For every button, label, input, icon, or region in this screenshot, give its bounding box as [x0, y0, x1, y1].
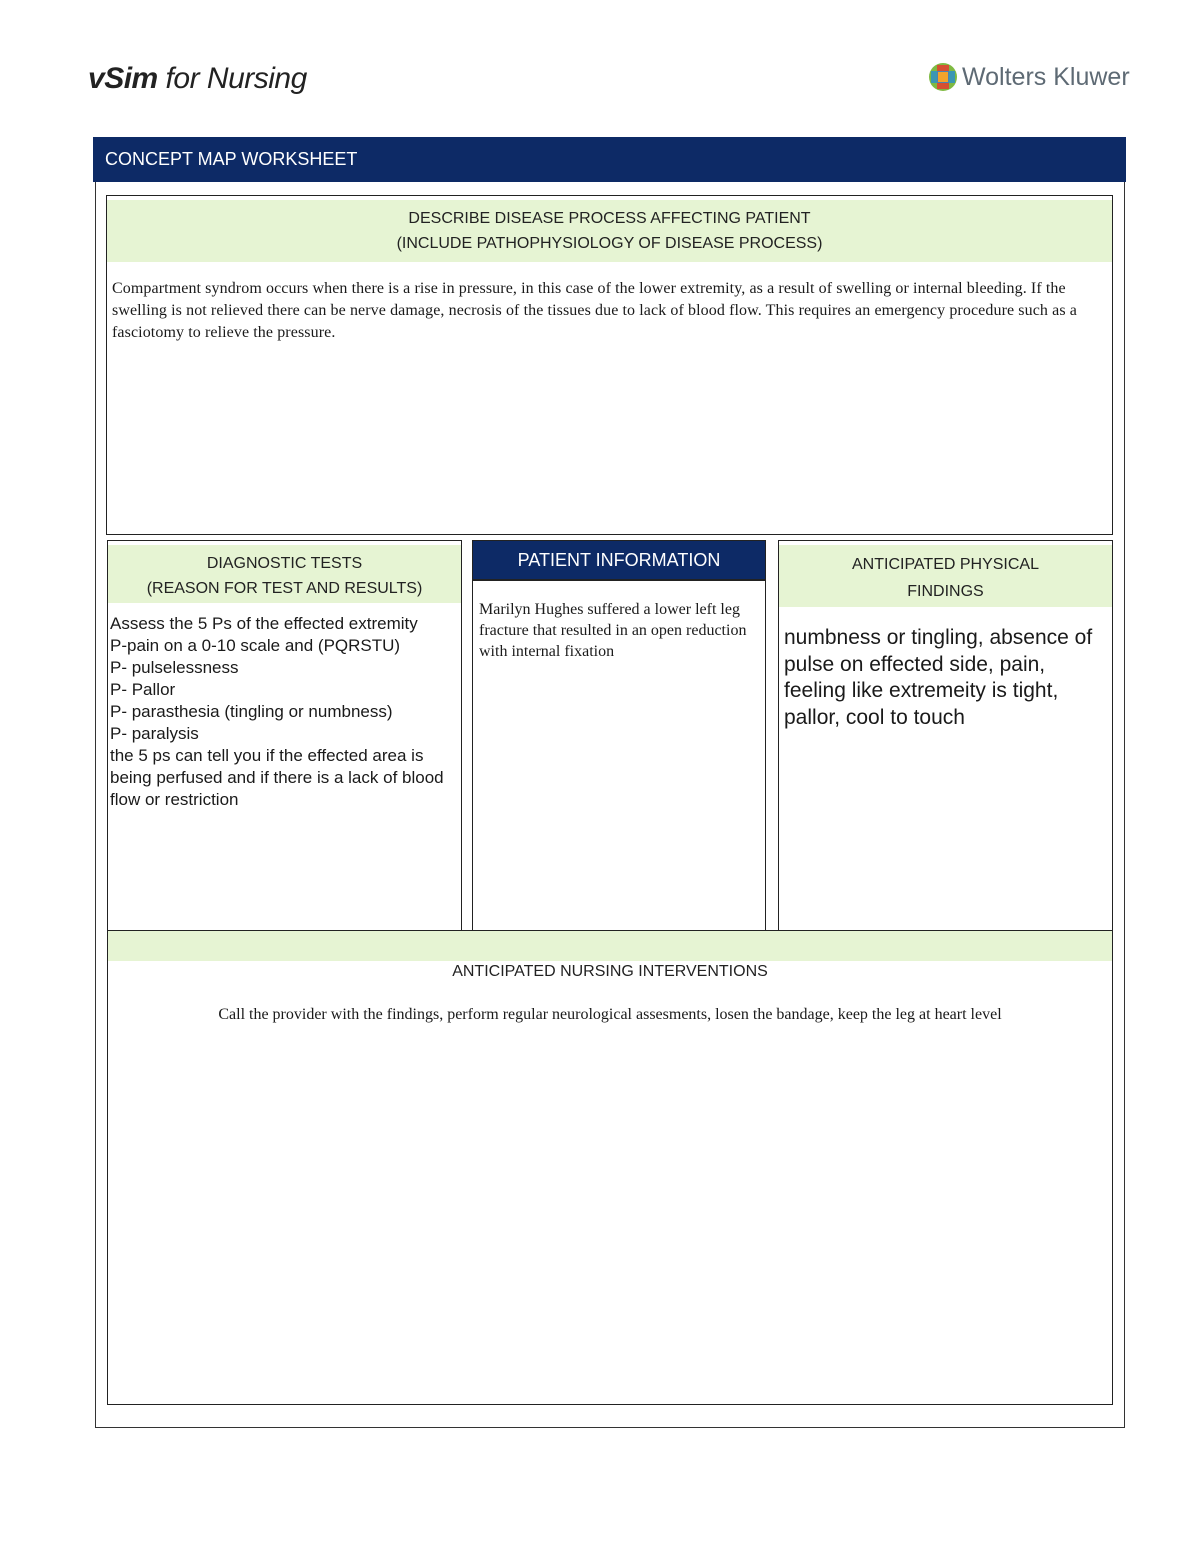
disease-heading-line2: (INCLUDE PATHOPHYSIOLOGY OF DISEASE PROCESS)	[396, 235, 823, 252]
patient-information-heading: PATIENT INFORMATION	[473, 541, 765, 579]
disease-process-heading	[107, 200, 1112, 262]
wolters-kluwer-logo-icon	[928, 62, 958, 92]
diagnostic-tests-section	[107, 540, 462, 932]
physical-findings-section	[778, 540, 1113, 932]
interventions-green-band	[108, 931, 1112, 961]
diagnostic-line: Assess the 5 Ps of the effected extremity	[110, 614, 418, 633]
diagnostic-line: P- parasthesia (tingling or numbness)	[110, 702, 393, 721]
diagnostic-line: P- Pallor	[110, 680, 176, 699]
diagnostic-line: P- paralysis	[110, 724, 199, 743]
worksheet-title: CONCEPT MAP WORKSHEET	[93, 137, 1126, 182]
diagnostic-heading-line2: (REASON FOR TEST AND RESULTS)	[146, 580, 423, 597]
nursing-interventions-section	[107, 930, 1113, 1405]
diagnostic-line: P-pain on a 0-10 scale and (PQRSTU)	[110, 636, 401, 655]
interventions-content: Call the provider with the findings, perform regular neurological assesments, losen the bandage, keep the leg at heart level	[218, 1006, 1002, 1023]
brand-sim: Sim	[104, 62, 158, 95]
vsim-logo	[88, 62, 307, 96]
diagnostic-line: the 5 ps can tell you if the effected area is being perfused and if there is a lack of blood flow or restriction	[110, 746, 444, 809]
disease-process-content: Compartment syndrom occurs when there is a rise in pressure, in this case of the lower extremity, as a result of swelling or internal bleeding. If the swelling is not relieved there can be nerve damage, necrosis of the tissues due to lack of blood flow. This requires an emergency procedure such as a fasciotomy to relieve the pressure.	[112, 280, 1077, 341]
disease-process-section	[106, 195, 1113, 535]
physical-findings-heading	[779, 545, 1112, 607]
interventions-heading: ANTICIPATED NURSING INTERVENTIONS	[452, 963, 768, 980]
publisher-logo	[928, 62, 1130, 92]
disease-heading-line1: DESCRIBE DISEASE PROCESS AFFECTING PATIENT	[408, 210, 811, 227]
brand-rest: for Nursing	[157, 62, 307, 95]
physical-heading-line2: FINDINGS	[907, 583, 984, 600]
patient-heading-divider	[473, 579, 765, 581]
diagnostic-heading-line1: DIAGNOSTIC TESTS	[206, 555, 363, 572]
diagnostic-tests-heading	[108, 545, 461, 603]
patient-information-section	[472, 540, 766, 932]
diagnostic-tests-content	[110, 613, 458, 811]
publisher-name: Wolters Kluwer	[962, 62, 1130, 91]
diagnostic-line: P- pulselessness	[110, 658, 239, 677]
physical-findings-content: numbness or tingling, absence of pulse on effected side, pain, feeling like extremeity is tight, pallor, cool to touch	[784, 626, 1093, 729]
patient-information-content: Marilyn Hughes suffered a lower left leg fracture that resulted in an open reduction with internal fixation	[479, 601, 747, 660]
physical-heading-line1: ANTICIPATED PHYSICAL	[852, 556, 1039, 573]
brand-v: v	[88, 62, 105, 95]
